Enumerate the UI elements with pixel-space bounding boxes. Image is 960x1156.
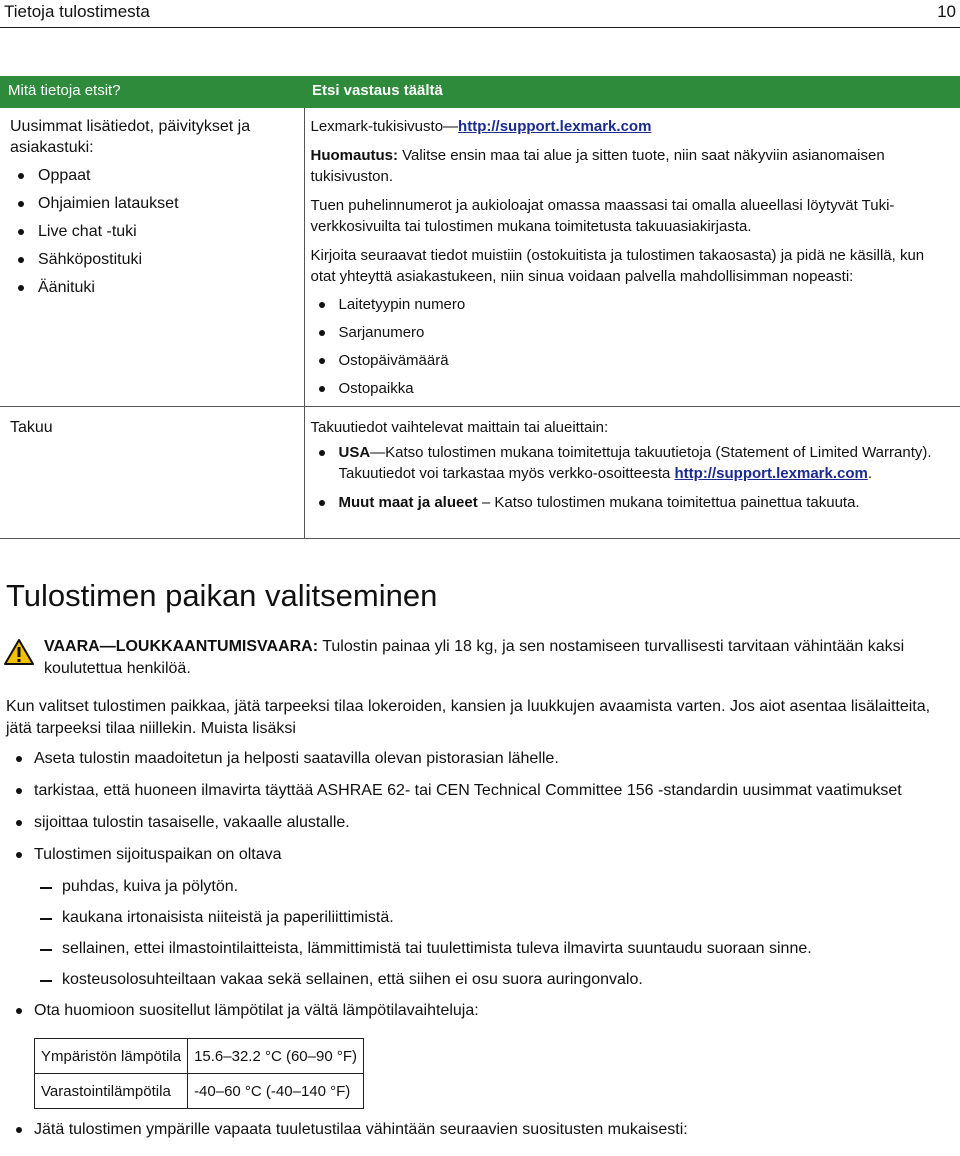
support-site-link[interactable]: http://support.lexmark.com bbox=[458, 118, 652, 135]
location-requirements-list bbox=[6, 876, 956, 991]
warning-text: Tulostin painaa yli 18 kg, ja sen nostamiseen turvallisesti tarvitaan vähintään kaksi koulutettua henkilöä. bbox=[44, 638, 905, 677]
table-cell: 15.6–32.2 °C (60–90 °F) bbox=[188, 1039, 364, 1074]
list-item: Sarjanumero bbox=[311, 319, 953, 347]
page-header bbox=[0, 0, 960, 28]
list-item bbox=[6, 969, 956, 991]
list-item bbox=[6, 938, 956, 960]
list-item: Äänituki bbox=[10, 274, 294, 302]
table-cell: Ympäristön lämpötila bbox=[35, 1039, 188, 1074]
list-item: Ostopäivämäärä bbox=[311, 347, 953, 375]
support-site-label: Lexmark-tukisivusto— bbox=[310, 118, 459, 135]
warranty-question: Takuu bbox=[10, 418, 53, 436]
list-item: tarkistaa, että huoneen ilmavirta täyttää ASHRAE 62- tai CEN Technical Committee 156 -standardin uusimmat vaatimukset bbox=[6, 780, 956, 802]
usa-text: —Katso tulostimen mukana toimitettuja takuutietoja (Statement of Limited Warranty). Takuutiedot voi tarkastaa myös verkko-osoitteesta bbox=[338, 443, 932, 482]
table-cell: -40–60 °C (-40–140 °F) bbox=[188, 1074, 364, 1109]
phone-info: Tuen puhelinnumerot ja aukioloajat omassa maassasi tai omalla alueellasi löytyvät Tuki-verkkosivuilta tai tulostimen mukana toimitetusta takuuasiakirjasta. bbox=[310, 197, 895, 235]
list-item bbox=[6, 876, 956, 898]
other-text: – Katso tulostimen mukana toimitettua painettua takuuta. bbox=[477, 493, 860, 511]
list-item bbox=[311, 492, 953, 513]
table-row bbox=[35, 1074, 364, 1109]
list-item-text: kosteusolosuhteiltaan vakaa sekä sellainen, että siihen ei osu suora auringonvalo. bbox=[62, 971, 643, 988]
clearance-bullet bbox=[6, 1119, 956, 1141]
support-answer-cell bbox=[304, 108, 960, 406]
dash-marker bbox=[40, 887, 52, 889]
list-item: Laitetyypin numero bbox=[311, 291, 953, 319]
usa-label: USA bbox=[338, 443, 371, 461]
temperature-table bbox=[34, 1038, 364, 1109]
list-item: Tulostimen sijoituspaikan on oltava bbox=[6, 844, 956, 866]
section-intro: Kun valitset tulostimen paikkaa, jätä tarpeeksi tilaa lokeroiden, kansien ja luukkujen avaamista varten. Jos aiot asentaa lisälaitteita, jätä tarpeeksi tilaa niillekin. Muista lisäksi bbox=[6, 698, 931, 737]
warning-icon bbox=[4, 638, 34, 666]
warning-text-block bbox=[44, 636, 944, 680]
list-item: sijoittaa tulostin tasaiselle, vakaalle alustalle. bbox=[6, 812, 956, 834]
note-label: Huomautus: bbox=[310, 147, 398, 164]
record-list bbox=[311, 291, 953, 403]
warning-block bbox=[4, 636, 954, 686]
warranty-list bbox=[311, 442, 953, 513]
section-title: Tulostimen paikan valitseminen bbox=[6, 578, 438, 613]
list-item: Jätä tulostimen ympärille vapaata tuuletustilaa vähintään seuraavien suositusten mukaisesti: bbox=[6, 1119, 956, 1141]
table-row bbox=[35, 1039, 364, 1074]
placement-list bbox=[6, 748, 956, 866]
list-item bbox=[311, 442, 953, 484]
support-question: Uusimmat lisätiedot, päivitykset ja asiakastuki: bbox=[10, 118, 251, 156]
col2-header: Etsi vastaus täältä bbox=[304, 76, 960, 108]
list-item-text: kaukana irtonaisista niiteistä ja paperiliittimistä. bbox=[62, 909, 394, 926]
dash-marker bbox=[40, 949, 52, 951]
warranty-intro: Takuutiedot vaihtelevat maittain tai alueittain: bbox=[310, 418, 609, 436]
other-label: Muut maat ja alueet bbox=[338, 493, 478, 511]
list-item: Ostopaikka bbox=[311, 375, 953, 403]
list-item bbox=[6, 907, 956, 929]
warning-label: VAARA—LOUKKAANTUMISVAARA: bbox=[44, 638, 319, 655]
list-item: Oppaat bbox=[10, 162, 294, 190]
header-title: Tietoja tulostimesta bbox=[4, 2, 150, 21]
warranty-question-cell bbox=[0, 406, 304, 538]
list-item-text: sellainen, ettei ilmastointilaitteista, lämmittimistä tai tuulettimista tuleva ilmavirta suuntaudu suoraan sinne. bbox=[62, 940, 812, 957]
list-item: Ohjaimien lataukset bbox=[10, 190, 294, 218]
page-number: 10 bbox=[937, 2, 956, 21]
list-item: Live chat -tuki bbox=[10, 218, 294, 246]
support-site-line bbox=[311, 116, 953, 137]
temperature-bullet bbox=[6, 1000, 956, 1022]
list-item: Aseta tulostin maadoitetun ja helposti saatavilla olevan pistorasian lähelle. bbox=[6, 748, 956, 770]
dash-marker bbox=[40, 918, 52, 920]
support-question-cell bbox=[0, 108, 304, 406]
note-line bbox=[311, 145, 953, 187]
dash-marker bbox=[40, 980, 52, 982]
warranty-link[interactable]: http://support.lexmark.com bbox=[674, 464, 868, 482]
record-info: Kirjoita seuraavat tiedot muistiin (ostokuitista ja tulostimen takaosasta) ja pidä ne käsillä, kun otat yhteyttä asiakastukeen, niin sinua voidaan palvella mahdollisimman nopeasti: bbox=[310, 247, 925, 285]
section-body bbox=[6, 696, 956, 1141]
info-table bbox=[0, 76, 960, 539]
list-item: Sähköpostituki bbox=[10, 246, 294, 274]
list-item-text: puhdas, kuiva ja pölytön. bbox=[62, 878, 239, 895]
list-item: Ota huomioon suositellut lämpötilat ja vältä lämpötilavaihteluja: bbox=[6, 1000, 956, 1022]
usa-end: . bbox=[867, 464, 873, 482]
warranty-answer-cell bbox=[304, 406, 960, 538]
col1-header: Mitä tietoja etsit? bbox=[0, 76, 304, 108]
table-cell: Varastointilämpötila bbox=[35, 1074, 188, 1109]
support-type-list bbox=[10, 162, 294, 302]
note-text: Valitse ensin maa tai alue ja sitten tuote, niin saat näkyviin asianomaisen tukisivuston. bbox=[310, 147, 885, 185]
